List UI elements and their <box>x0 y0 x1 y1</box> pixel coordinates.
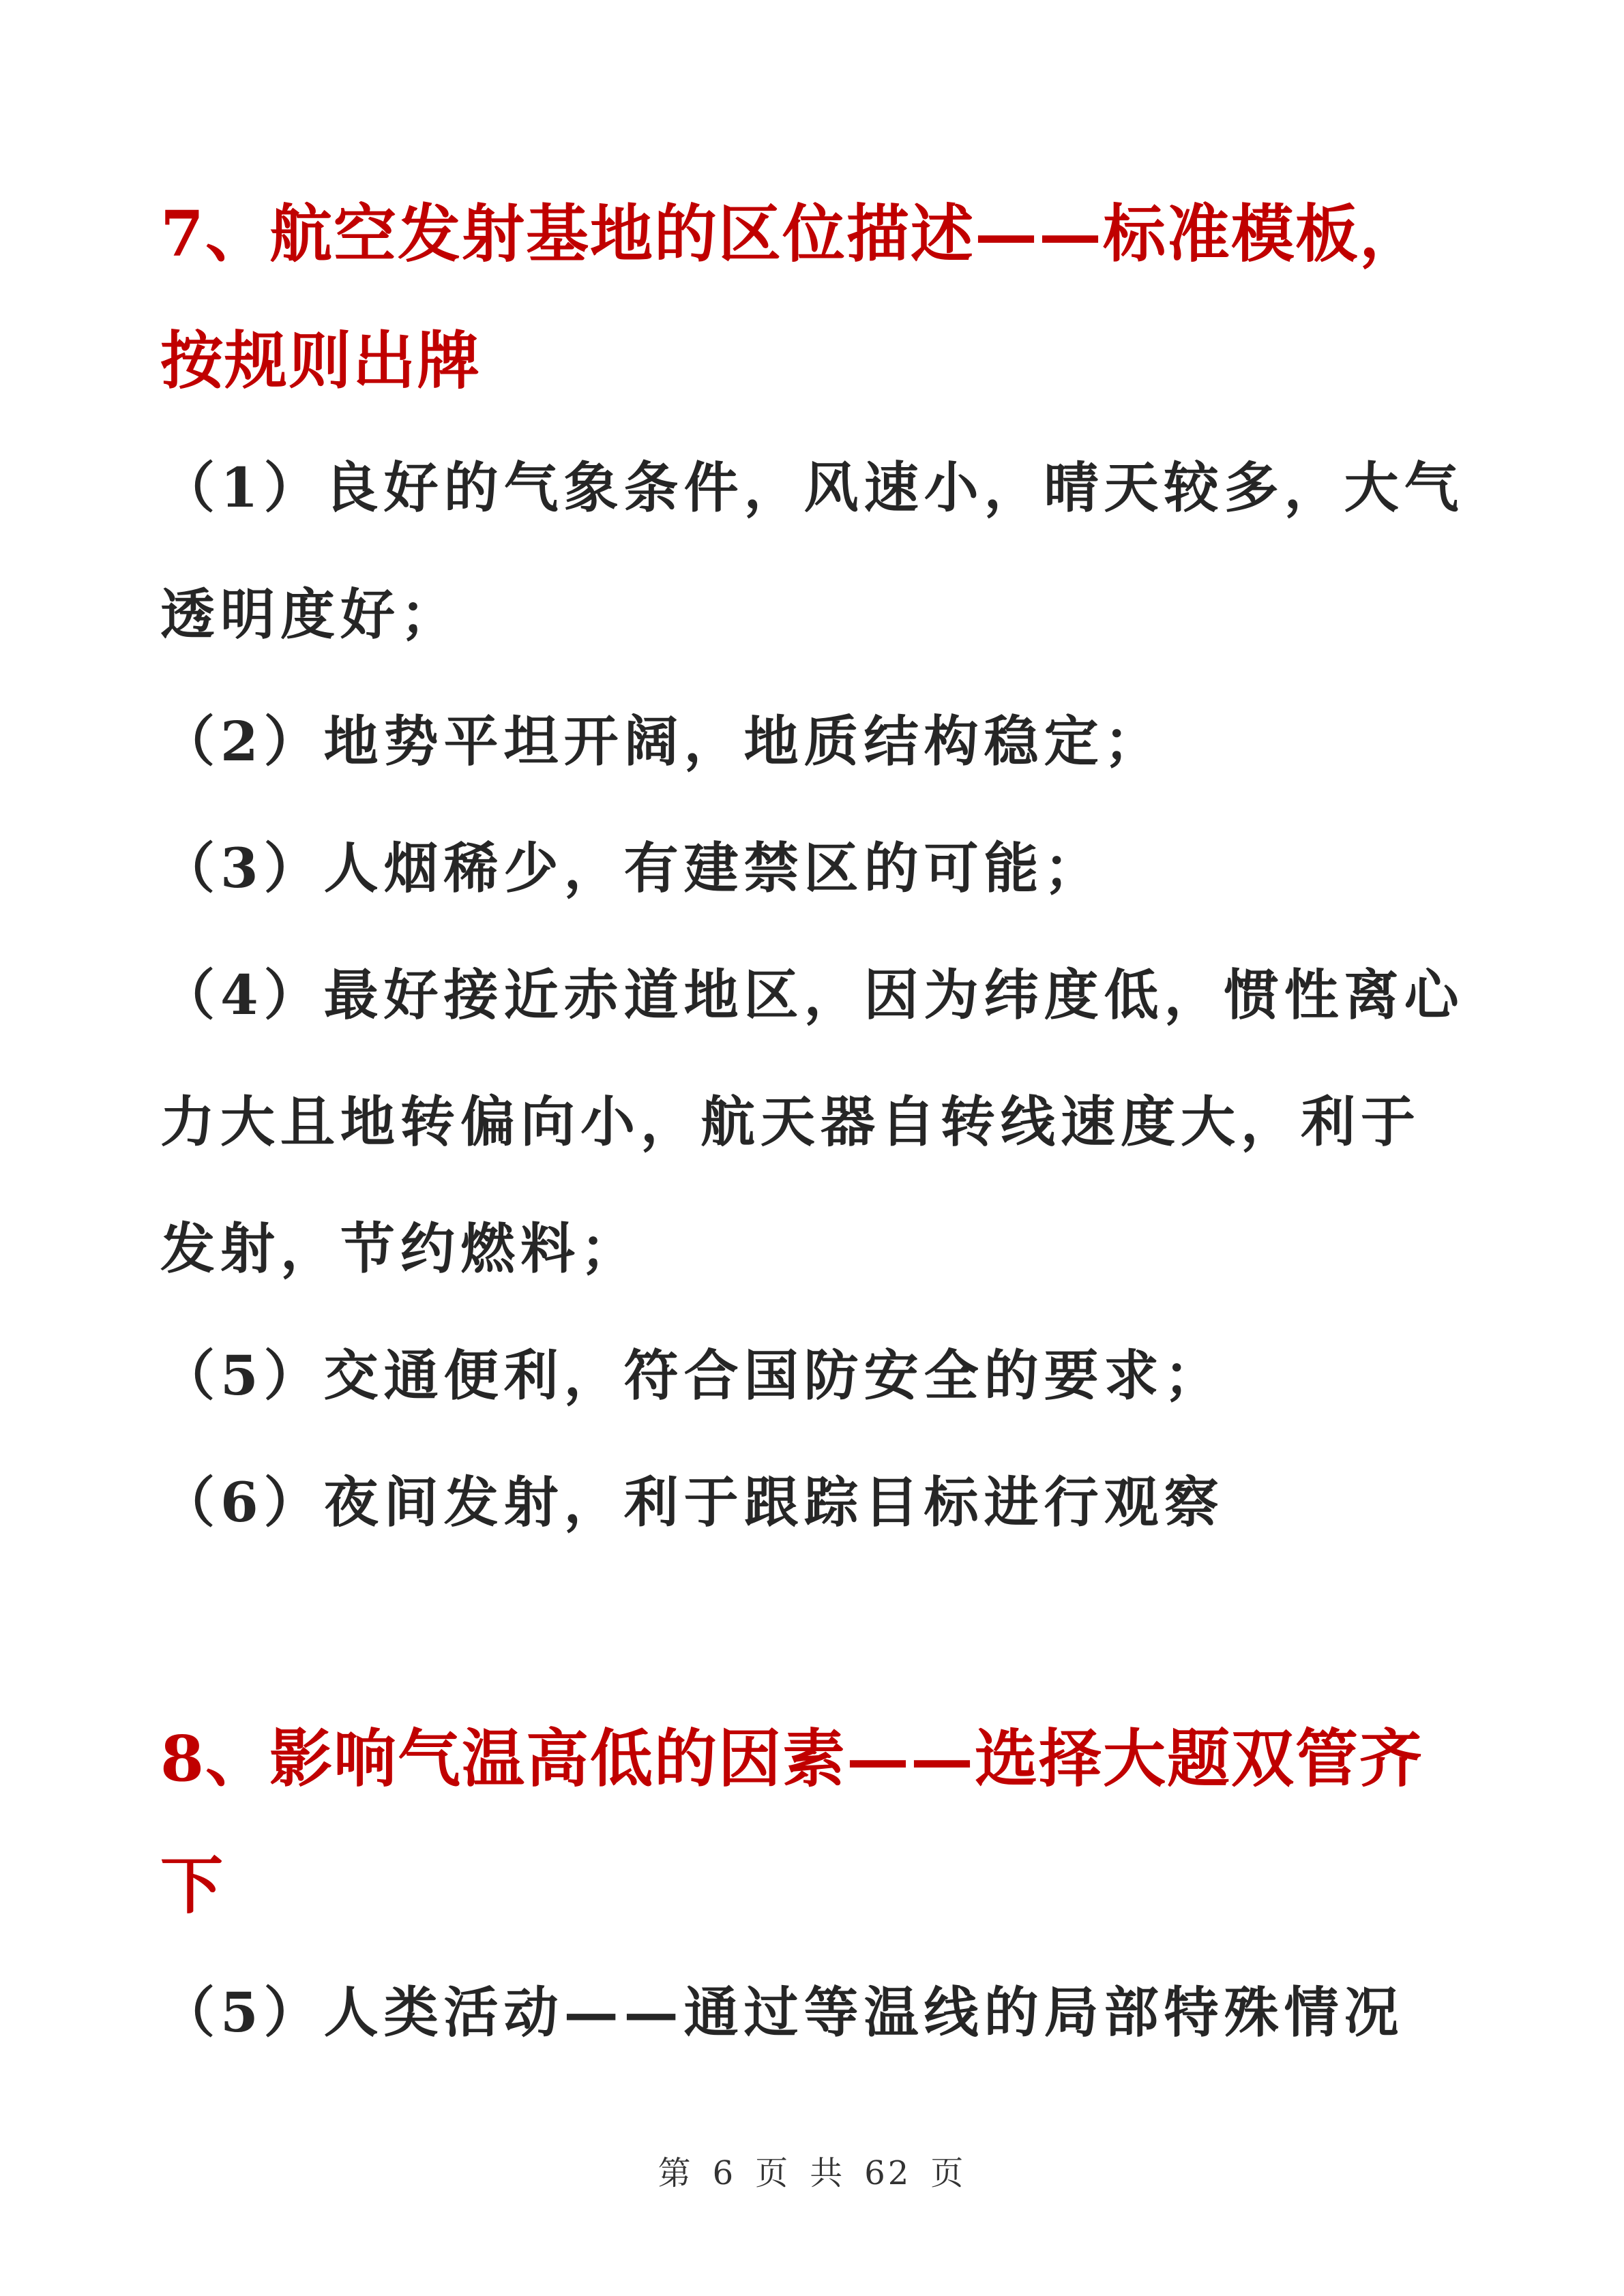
footer-ye-2: 页 <box>930 2154 966 2192</box>
section-7-item-3: （3）人烟稀少，有建禁区的可能； <box>160 836 1104 900</box>
section-7-item-1: （1）良好的气象条件，风速小，晴天较多，大气透明度好； <box>160 456 1464 646</box>
page-content <box>160 170 1477 2076</box>
footer-total-pages: 62 <box>864 2154 912 2192</box>
section-7-item-2: （2）地势平坦开阔，地质结构稳定； <box>160 709 1164 773</box>
section-7-item-4: （4）最好接近赤道地区，因为纬度低，惯性离心力大且地转偏向小，航天器自转线速度大，利于发射，节约燃料； <box>160 963 1464 1281</box>
section-8-item-5: （5）人类活动——通过等温线的局部特殊情况 <box>160 1980 1404 2044</box>
section-7-item-6: （6）夜间发射，利于跟踪目标进行观察 <box>160 1470 1224 1534</box>
page-footer <box>0 2147 1624 2194</box>
footer-di: 第 <box>658 2154 694 2192</box>
section-7-heading: 7、航空发射基地的区位描述——标准模板，按规则出牌 <box>160 197 1424 398</box>
footer-ye: 页 <box>755 2154 791 2192</box>
section-spacer <box>160 1566 1477 1695</box>
footer-gong: 共 <box>810 2154 846 2192</box>
section-8-heading: 8、影响气温高低的因素——选择大题双管齐下 <box>160 1722 1424 1922</box>
footer-page-number: 6 <box>712 2154 737 2192</box>
section-7-item-5: （5）交通便利，符合国防安全的要求； <box>160 1343 1224 1407</box>
